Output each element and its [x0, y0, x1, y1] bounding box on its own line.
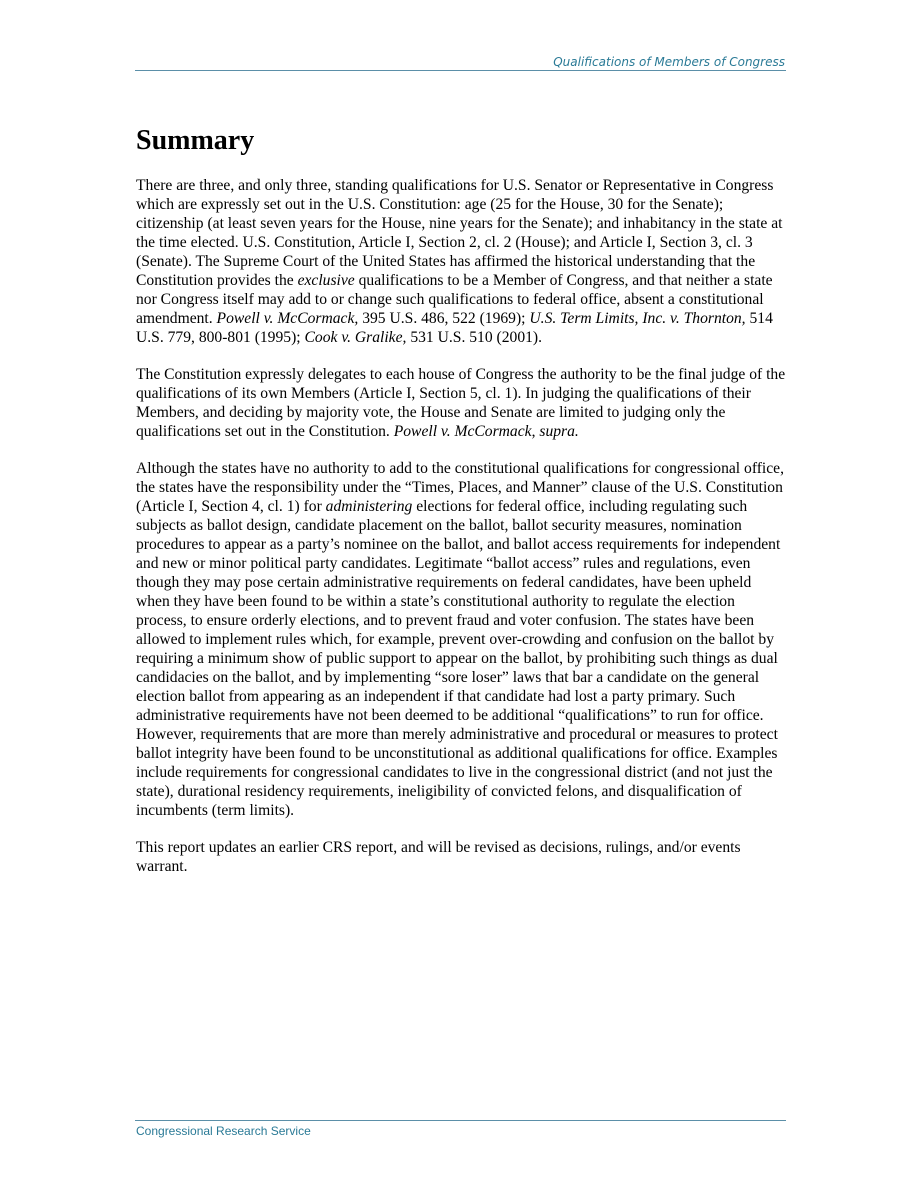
summary-section	[136, 122, 788, 876]
p3-text-1: Although the states have no authority to add to the constitutional qualifications for congressional office, the states have the responsibility under the “Times, Places, and Manner” clause of the U.S. Constitution (Article I, Section 4, cl. 1) for	[136, 460, 785, 515]
summary-paragraph-3	[136, 459, 788, 820]
p1-case-powell: Powell v. McCormack,	[216, 310, 359, 327]
p2-supra: supra.	[539, 423, 579, 440]
summary-heading: Summary	[136, 125, 255, 156]
p2-case-powell: Powell v. McCormack	[393, 423, 532, 440]
summary-paragraph-4	[136, 838, 788, 876]
footer-organization: Congressional Research Service	[136, 1124, 311, 1138]
running-footer	[135, 1120, 786, 1141]
running-header	[135, 54, 786, 71]
summary-paragraph-2	[136, 365, 788, 441]
p1-case-cook: Cook v. Gralike,	[304, 329, 407, 346]
summary-paragraph-1	[136, 176, 788, 347]
p1-emphasis-exclusive: exclusive	[297, 272, 355, 289]
p1-text-1: There are three, and only three, standing qualifications for U.S. Senator or Representative in Congress which are expressly set out in the U.S. Constitution: age (25 for the House, 30 for the Senate); citizenship (at least seven years for the House, nine years for the Senate); and inhabitancy in the state at the time elected. U.S. Constitution, Article I, Section 2, cl. 2 (House); and Article I, Section 3, cl. 3 (Senate). The Supreme Court of the United States has affirmed the historical understanding that the Constitution provides the	[136, 177, 783, 289]
p1-text-5: 531 U.S. 510 (2001).	[406, 329, 542, 346]
p1-text-2: qualifications to be a Member of Congress, and that neither a state nor Congress itself may add to or change such qualifications to federal office, absent a constitutional amendment.	[136, 272, 773, 327]
p2-text-2: ,	[531, 423, 540, 440]
running-header-title: Qualifications of Members of Congress	[553, 55, 785, 69]
p1-text-4: 514 U.S. 779, 800-801 (1995);	[136, 310, 773, 346]
p1-case-term-limits: U.S. Term Limits, Inc. v. Thornton,	[529, 310, 746, 327]
p3-emphasis-administering: administering	[325, 498, 413, 515]
p4-text-1: This report updates an earlier CRS report, and will be revised as decisions, rulings, and/or events warrant.	[136, 839, 741, 875]
p2-text-1: The Constitution expressly delegates to each house of Congress the authority to be the final judge of the qualifications of its own Members (Article I, Section 5, cl. 1). In judging the qualifications of their Members, and deciding by majority vote, the House and Senate are limited to judging only the qualifications set out in the Constitution.	[136, 366, 786, 440]
p1-text-3: 395 U.S. 486, 522 (1969);	[358, 310, 530, 327]
p3-text-2: elections for federal office, including regulating such subjects as ballot design, candidate placement on the ballot, ballot security measures, nomination procedures to appear as a party’s nominee on the ballot, and ballot access requirements for independent and new or minor political party candidates. Legitimate “ballot access” rules and regulations, even though they may pose certain administrative requirements on federal candidates, have been upheld when they have been found to be within a state’s constitutional authority to regulate the election process, to ensure orderly elections, and to prevent fraud and voter confusion. The states have been allowed to implement rules which, for example, prevent over-crowding and confusion on the ballot by requiring a minimum show of public support to appear on the ballot, by prohibiting such things as dual candidacies on the ballot, and by implementing “sore loser” laws that bar a candidate on the general election ballot from appearing as an independent if that candidate had lost a party primary. Such administrative requirements have not been deemed to be additional “qualifications” to run for office. However, requirements that are more than merely administrative and procedural or measures to protect ballot integrity have been found to be unconstitutional as additional qualifications for office. Examples include requirements for congressional candidates to live in the congressional district (and not just the state), durational residency requirements, ineligibility of convicted felons, and disqualification of incumbents (term limits).	[136, 498, 781, 819]
